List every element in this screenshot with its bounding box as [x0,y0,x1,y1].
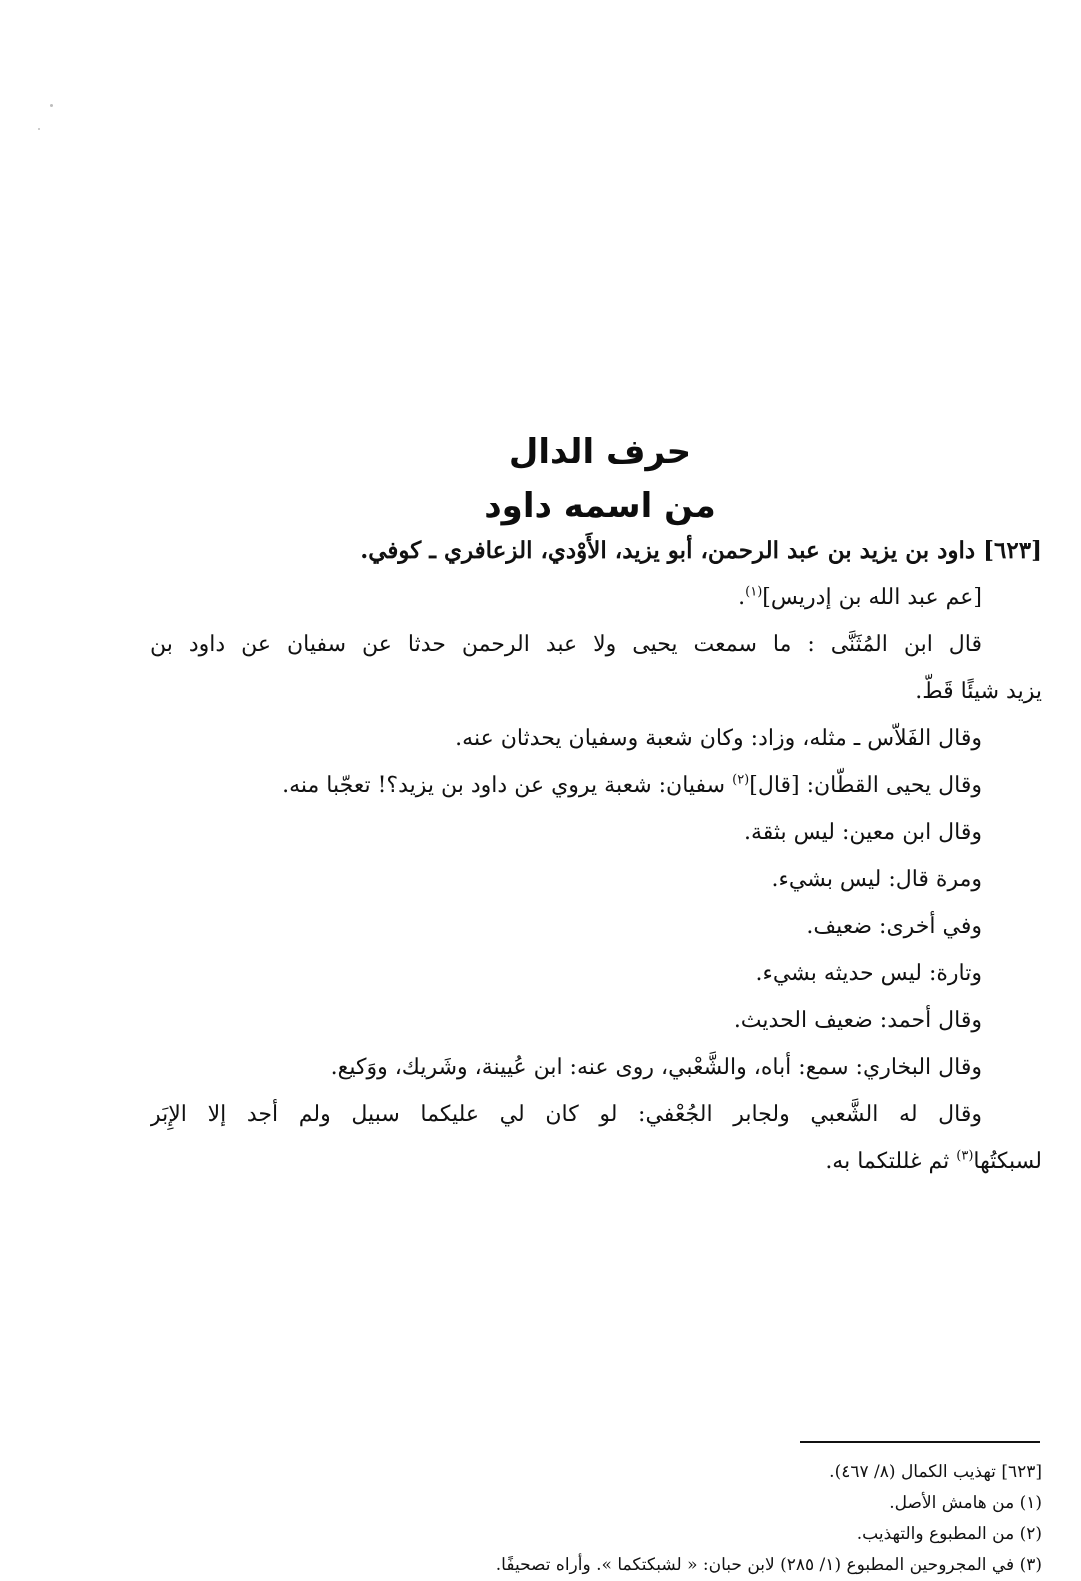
section-title: من اسمه داود [484,486,716,526]
footnote-2: (٢) من المطبوع والتهذيب. [856,1524,1042,1544]
entry-line-tail: سفيان: شعبة يروي عن داود بن يزيد؟! تعجّبا منه. [282,773,733,798]
footnote-3: (٣) في المجروحين المطبوع (١/ ٢٨٥) لابن حبان: « لشبكتكما ». وأراه تصحيفًا. [495,1555,1042,1575]
entry-line-3: يزيد شيئًا قَطّ. [915,679,1042,704]
title-block [160,425,1040,533]
entry-line-tail: ثم غللتكما به. [825,1149,957,1174]
entry-line-9: وتارة: ليس حديثه بشيء. [755,961,982,986]
entry-line-10: وقال أحمد: ضعيف الحديث. [733,1008,982,1033]
entry-heading: [٦٢٣] داود بن يزيد بن عبد الرحمن، أبو يزيد، الأَوْدي، الزعافري ـ كوفي. [360,537,1042,564]
entry-line-4: وقال الفَلاّس ـ مثله، وزاد: وكان شعبة وسفيان يحدثان عنه. [455,726,982,751]
entry-line-2: قال ابن المُثَنَّى : ما سمعت يحيى ولا عبد الرحمن حدثا عن سفيان عن داود بن [150,632,982,657]
entry-line-11: وقال البخاري: سمع: أباه، والشَّعْبي، روى عنه: ابن عُيينة، وشَريك، ووَكيع. [330,1055,982,1080]
entry-line-6: وقال ابن معين: ليس بثقة. [743,820,982,845]
entry-line-1 [150,574,1042,621]
footnote-divider [800,1441,1040,1443]
entry-line-12: وقال له الشَّعبي ولجابر الجُعْفي: لو كان لي عليكما سبيل ولم أجد إلا الإِبَر [150,1102,982,1127]
footnotes [300,1457,1042,1581]
entry-line-text: لسبكتُها [973,1149,1042,1174]
footnote-ref-1: (١) [745,584,763,600]
entry-line-13 [150,1138,1042,1185]
entry-line-5 [150,762,1042,809]
entry-line-text: وقال يحيى القطّان: [قال] [749,773,982,798]
footnote-source: [٦٢٣] تهذيب الكمال (٨/ ٤٦٧). [829,1462,1042,1482]
chapter-title: حرف الدال [508,432,692,472]
footnote-ref-2: (٢) [732,772,750,788]
entry-line-8: وفي أخرى: ضعيف. [806,914,982,939]
entry-line-7: ومرة قال: ليس بشيء. [771,867,982,892]
entry-body [150,527,1042,1185]
entry-line-text: [عم عبد الله بن إدريس] [762,585,982,610]
entry-line-tail: . [738,585,746,610]
footnote-1: (١) من هامش الأصل. [889,1493,1042,1513]
footnote-ref-3: (٣) [956,1148,974,1164]
